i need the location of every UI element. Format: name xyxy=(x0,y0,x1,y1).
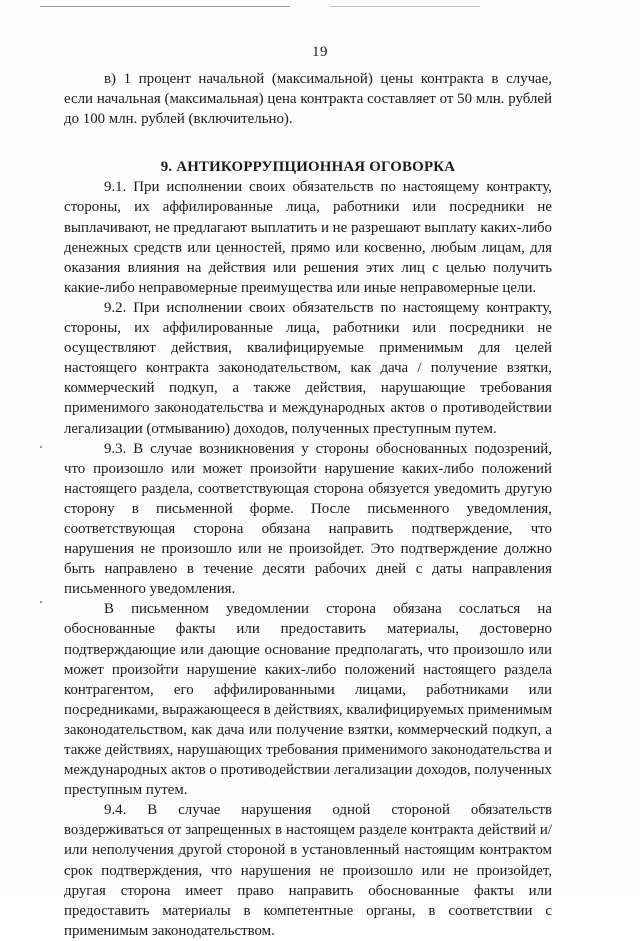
clause-9-1: 9.1. При исполнении своих обязательств по настоящему контракту, стороны, их аффилированные лица, работники или посредники не выплачивают, не предлагают выплатить и не разрешают выплату каких-либо денежных средств или ценностей, прямо или косвенно, любым лицам, для оказания влияния на действия или решения этих лиц с целью получить какие-либо неправомерные преимущества или иные неправомерные цели. xyxy=(64,179,552,296)
intro-paragraph: в) 1 процент начальной (максимальной) цены контракта в случае, если начальная (максимальная) цена контракта составляет от 50 млн. рублей до 100 млн. рублей (включительно). xyxy=(64,71,552,128)
clause-9-3-notice: В письменном уведомлении сторона обязана сослаться на обоснованные факты или предоставить материалы, достоверно подтверждающие или дающие основание предполагать, что произошло или может произойти нарушение каких-либо положений настоящего раздела контрагентом, его аффилированными лицами, работниками или посредниками, выражающееся в действиях, квалифицируемых применимым законодательством, как дача или получение взятки, коммерческий подкуп, а также действиях, нарушающих требования применимого законодательства и международных актов о противодействии легализации доходов, полученных преступным путем. xyxy=(64,601,553,799)
scan-artifact-line xyxy=(330,6,480,7)
scan-speck xyxy=(40,601,42,603)
clause-9-2: 9.2. При исполнении своих обязательств по настоящему контракту, стороны, их аффилированные лица, работники или посредники не осуществляют действия, квалифицируемые применимым для целей настоящего контракта законодательством, как дача / получение взятки, коммерческий подкуп, а также действия, нарушающие требования применимого законодательства и международных актов о противодействии легализации (отмыванию) доходов, полученных преступным путем. xyxy=(64,299,552,437)
section-heading: 9. АНТИКОРРУПЦИОННАЯ ОГОВОРКА xyxy=(160,159,456,176)
document-body xyxy=(64,69,552,941)
page-number: 19 xyxy=(312,44,328,60)
spacer xyxy=(64,129,552,157)
clause-9-3: 9.3. В случае возникновения у стороны обоснованных подозрений, что произошло или может произойти нарушение каких-либо положений настоящего раздела, соответствующая сторона обязуется уведомить другую сторону в письменной форме. После письменного уведомления, соответствующая сторона обязана направить подтверждение, что нарушения не произошло или не произойдет. Это подтверждение должно быть направлено в течение десяти рабочих дней с даты направления письменного уведомления. xyxy=(64,440,552,598)
clause-9-4: 9.4. В случае нарушения одной стороной обязательств воздерживаться от запрещенных в настоящем разделе контракта действий и/или неполучения другой стороной в установленный настоящим контрактом срок подтверждения, что нарушения не произошло или не произойдет, другая сторона имеет право направить обоснованные факты или предоставить материалы в компетентные органы, в соответствии с применимым законодательством. xyxy=(64,802,552,939)
scan-artifact-line xyxy=(40,6,290,7)
scan-speck xyxy=(40,446,42,448)
